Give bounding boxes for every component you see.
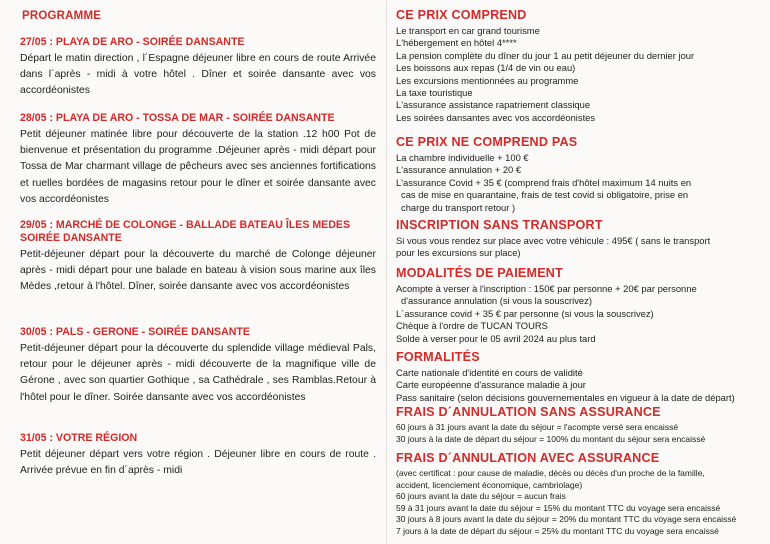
section-line: cas de mise en quarantaine, frais de test covid si obligatoire, prise en	[401, 189, 689, 201]
section-line: La taxe touristique	[396, 87, 473, 99]
section-line: Solde à verser pour le 05 avril 2024 au plus tard	[396, 332, 596, 344]
section-title: FORMALITÉS	[396, 350, 480, 364]
section-line: Chèque à l'ordre de TUCAN TOURS	[396, 320, 548, 332]
section-line: pour les excursions sur place)	[396, 247, 521, 259]
day-text: Petit déjeuner matinée libre pour découverte de la station .12 h00 Pot de bienvenue et présentation du programme .Déjeuner après - midi départ pour Tossa de Mar charmant village de pêcheurs avec ses anciennes fortifications et ruelles bordées de magasins retour pour le dîner et soirée dansante avec vos accordéonistes	[20, 129, 376, 205]
day-heading: 27/05 : PLAYA DE ARO - SOIRÉE DANSANTE	[20, 36, 245, 48]
day-block	[20, 112, 376, 208]
section-line: accident, licenciement économique, cambriolage)	[396, 479, 583, 490]
day-block	[20, 432, 376, 479]
programme-title: PROGRAMME	[22, 10, 102, 22]
day-heading: 30/05 : PALS - GERONE - SOIRÉE DANSANTE	[20, 326, 250, 338]
section-line: Acompte à verser à l'inscription : 150€ par personne + 20€ par personne	[396, 283, 697, 294]
section-line: charge du transport retour )	[401, 201, 516, 213]
section-line: L´assurance covid + 35 € par personne (si vous la souscrivez)	[396, 307, 654, 319]
section-line: La pension complète du dîner du jour 1 au petit déjeuner du dernier jour	[396, 49, 695, 61]
day-heading: 31/05 : VOTRE RÉGION	[20, 432, 138, 444]
day-block	[20, 326, 376, 406]
section-line: Carte nationale d'identité en cours de validité	[396, 367, 583, 378]
section-annulation-avec-assurance	[396, 451, 762, 538]
section-inscription	[396, 218, 762, 260]
section-title: FRAIS D´ANNULATION AVEC ASSURANCE	[396, 451, 660, 465]
section-title: FRAIS D´ANNULATION SANS ASSURANCE	[396, 405, 661, 419]
day-block	[20, 219, 376, 296]
section-line: L'hébergement en hôtel 4****	[396, 37, 517, 49]
section-title: INSCRIPTION SANS TRANSPORT	[396, 218, 603, 232]
day-text: Petit-déjeuner départ pour la découverte du splendide village médieval Pals, retour pour le déjeuner après - midi découverte de la magnifique ville de Gérone , avec son quartier Gothique , sa Cathédrale , ses Ramblas.Retour à l'hôtel pour le dîner. Soirée dansante avec vos accordéonistes	[20, 343, 376, 403]
section-line: Si vous vous rendez sur place avec votre véhicule : 495€ ( sans le transport	[396, 235, 711, 246]
section-line: (avec certificat : pour cause de maladie, décès ou décès d'un proche de la famille,	[396, 468, 705, 478]
section-line: 59 à 31 jours avant la date du séjour = 15% du montant TTC du voyage sera encaissé	[396, 502, 721, 513]
section-line: Le transport en car grand tourisme	[396, 25, 540, 36]
day-block	[20, 36, 376, 100]
section-line: 60 jours à 31 jours avant la date du séjour = l'acompte versé sera encaissé	[396, 422, 679, 432]
section-formalites	[396, 350, 762, 404]
section-paiement	[396, 266, 762, 345]
section-line: Les boissons aux repas (1/4 de vin ou eau)	[396, 62, 576, 74]
section-annulation-sans-assurance	[396, 405, 762, 445]
section-line: La chambre individuelle + 100 €	[396, 152, 529, 163]
section-line: 30 jours à la date de départ du séjour = 100% du montant du séjour sera encaissé	[396, 433, 706, 444]
section-prix-comprend	[396, 8, 762, 124]
section-line: 30 jours à 8 jours avant la date du séjour = 20% du montant TTC du voyage sera encaissé	[396, 514, 737, 525]
section-line: L'assurance annulation + 20 €	[396, 164, 522, 176]
section-prix-ne-comprend-pas	[396, 135, 762, 214]
section-line: 60 jours avant la date du séjour = aucun frais	[396, 491, 566, 502]
day-text: Départ le matin direction , l´Espagne déjeuner libre en cours de route Arrivée dans l´après - midi à votre hôtel . Dîner et soirée dansante avec vos accordéonistes	[20, 53, 376, 97]
page-fold	[386, 0, 387, 544]
section-title: MODALITÉS DE PAIEMENT	[396, 266, 563, 280]
section-line: Carte européenne d'assurance maladie à jour	[396, 379, 586, 391]
day-heading: 28/05 : PLAYA DE ARO - TOSSA DE MAR - SOIRÉE DANSANTE	[20, 112, 335, 124]
day-text: Petit déjeuner départ vers votre région . Déjeuner libre en cours de route . Arrivée prévue en fin d´après - midi	[20, 449, 376, 477]
section-title: CE PRIX COMPREND	[396, 8, 527, 22]
section-line: 7 jours à la date de départ du séjour = 25% du montant TTC du voyage sera encaissé	[396, 525, 719, 536]
day-text: Petit-déjeuner départ pour la découverte du marché de Colonge déjeuner après - midi départ pour une balade en bateau à vision sous marine aux îles Mèdes ,retour à l'hôtel. Dîner, soirée dansante avec vos accordéonistes	[20, 249, 376, 293]
section-line: Les soirées dansantes avec vos accordéonistes	[396, 111, 596, 123]
day-heading: 29/05 : MARCHÉ DE COLONGE - BALLADE BATEAU ÎLES MEDES SOIRÉE DANSANTE	[20, 219, 351, 244]
section-line: d'assurance annulation (si vous la souscrivez)	[401, 295, 592, 307]
section-line: L'assurance Covid + 35 € (comprend frais d'hôtel maximum 14 nuits en	[396, 176, 692, 188]
section-title: CE PRIX NE COMPREND PAS	[396, 135, 578, 149]
section-line: L'assurance assistance rapatriement classique	[396, 99, 591, 111]
section-line: Pass sanitaire (selon décisions gouvernementales en vigueur à la date de départ)	[396, 391, 735, 403]
section-line: Les excursions mentionnées au programme	[396, 74, 579, 86]
